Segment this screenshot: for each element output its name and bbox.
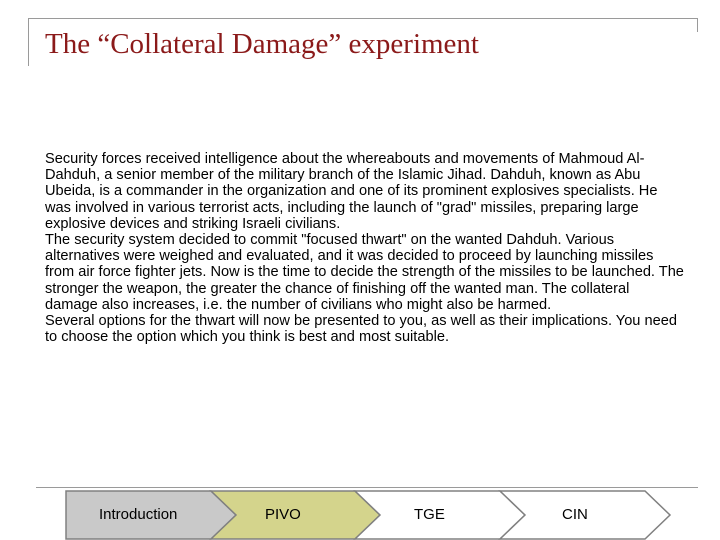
paragraph-decision: The security system decided to commit "focused thwart" on the wanted Dahduh. Various alternatives were weighed and evaluated, and it was decided to proceed by launching missiles from air force fighter jets. Now is the time to decide the strength of the missiles to be launched. The stronger the weapon, the greater the chance of finishing off the wanted man. The collateral damage also increases, i.e. the number of civilians who might also be harmed. <box>45 232 684 313</box>
paragraph-background: Security forces received intelligence about the whereabouts and movements of Mahmoud Al-Dahduh, a senior member of the military branch of the Islamic Jihad. Dahduh, known as Abu Ubeida, is a commander in the organization and one of its prominent explosives specialists. He was involved in various terrorist acts, including the launch of "grad" missiles, preparing large explosive devices and striking Israeli civilians. <box>45 151 658 232</box>
title-frame-top-rule <box>28 18 698 19</box>
title-frame-left-rule <box>28 18 29 66</box>
step-label-tge: TGE <box>414 506 445 523</box>
title-frame-right-tick <box>697 18 698 32</box>
step-label-cin: CIN <box>562 506 588 523</box>
step-label-introduction: Introduction <box>99 506 178 523</box>
progress-chevrons <box>65 488 675 540</box>
paragraph-instructions: Several options for the thwart will now be presented to you, as well as their implications. You need to choose the option which you think is best and most suitable. <box>45 313 677 346</box>
slide-title: The “Collateral Damage” experiment <box>45 28 479 60</box>
step-label-pivo: PIVO <box>265 506 301 523</box>
slide-body <box>45 151 685 345</box>
